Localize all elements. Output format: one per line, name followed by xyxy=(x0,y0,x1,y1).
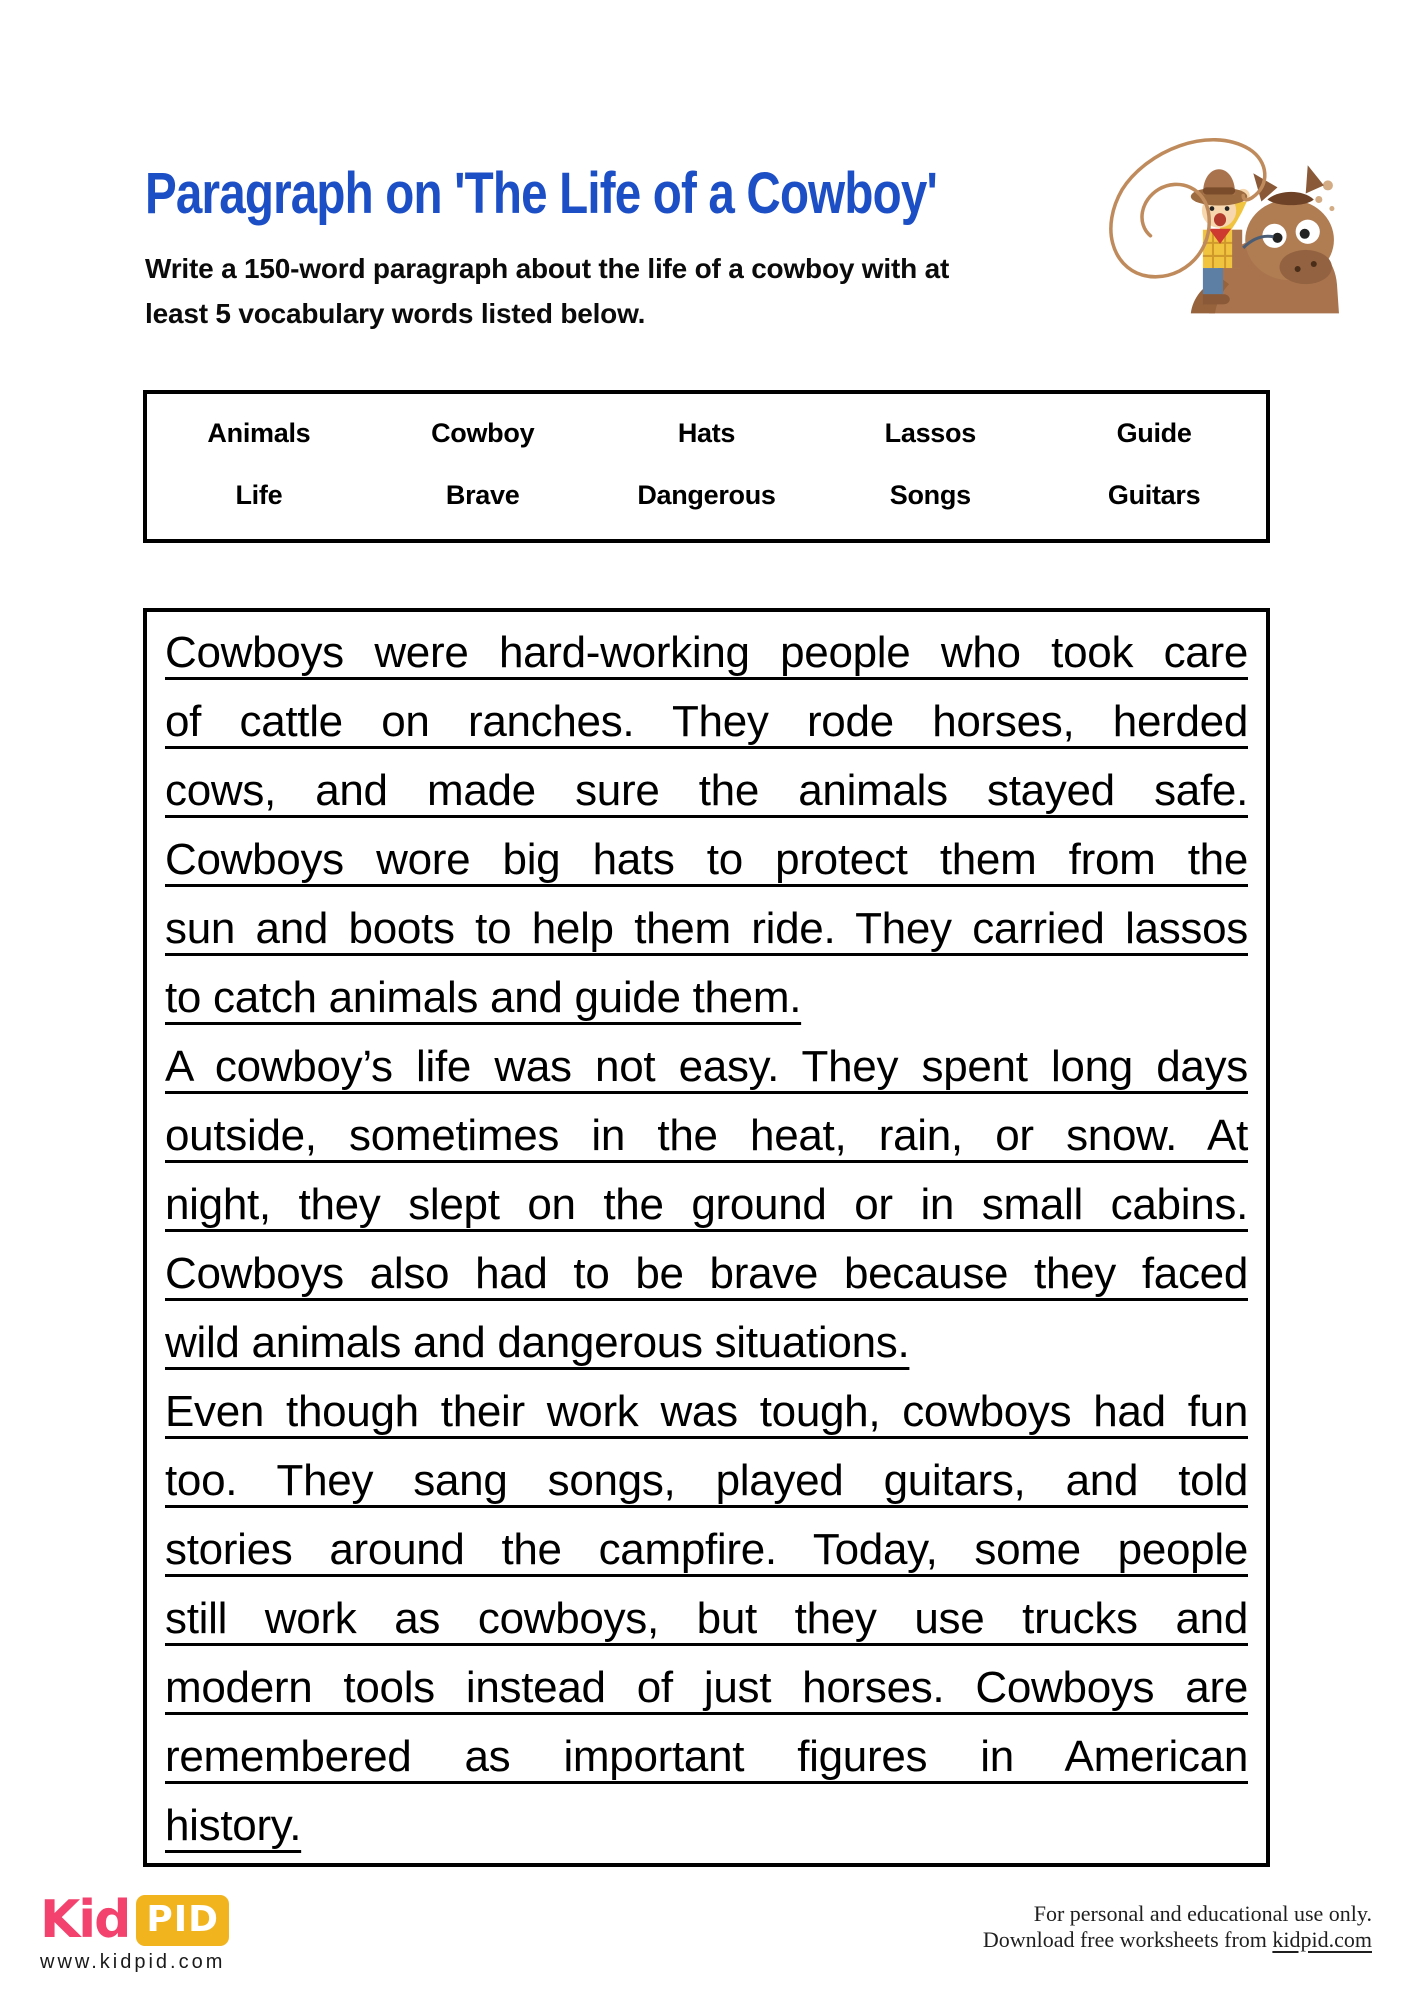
paragraph-line: Cowboys were hard-working people who took care xyxy=(165,628,1248,677)
paragraph-line: cows, and made sure the animals stayed safe. xyxy=(165,766,1248,815)
usage-note-line-2-prefix: Download free worksheets from xyxy=(982,1927,1273,1952)
usage-note xyxy=(983,1901,1372,1953)
vocab-word: Life xyxy=(235,480,283,511)
paragraph-line: sun and boots to help them ride. They carried lassos xyxy=(165,904,1248,953)
vocab-word: Animals xyxy=(207,417,311,448)
logo-kid-text: Kid xyxy=(40,1890,130,1950)
usage-note-line-1: For personal and educational use only. xyxy=(1033,1901,1372,1926)
paragraph-line: remembered as important figures in American xyxy=(165,1732,1248,1781)
paragraph-answer-box xyxy=(143,608,1270,1867)
paragraph-line: Cowboys also had to be brave because they faced xyxy=(165,1249,1248,1298)
instructions-line-2: least 5 vocabulary words listed below. xyxy=(145,298,646,329)
vocab-word: Guide xyxy=(1116,417,1192,448)
paragraph-line: outside, sometimes in the heat, rain, or snow. At xyxy=(165,1111,1248,1160)
vocab-word: Guitars xyxy=(1107,480,1201,511)
site-url: www.kidpid.com xyxy=(40,1951,226,1973)
usage-note-line-2 xyxy=(983,1927,1372,1953)
vocab-word: Cowboy xyxy=(431,417,535,448)
kidpid-logo xyxy=(40,1890,229,1950)
paragraph-line: to catch animals and guide them. xyxy=(165,973,802,1022)
paragraph-line: too. They sang songs, played guitars, and told xyxy=(165,1456,1248,1505)
paragraph-line: modern tools instead of just horses. Cowboys are xyxy=(165,1663,1248,1712)
vocab-word: Dangerous xyxy=(637,480,776,511)
paragraph-line: A cowboy’s life was not easy. They spent long days xyxy=(165,1042,1248,1091)
vocab-word: Songs xyxy=(889,480,971,511)
page-title: Paragraph on 'The Life of a Cowboy' xyxy=(145,161,937,226)
paragraph-line: wild animals and dangerous situations. xyxy=(165,1318,910,1367)
vocab-word: Hats xyxy=(677,417,736,448)
paragraph-line: Even though their work was tough, cowboys had fun xyxy=(165,1387,1248,1436)
paragraph-line: still work as cowboys, but they use trucks and xyxy=(165,1594,1248,1643)
paragraph-line: night, they slept on the ground or in small cabins. xyxy=(165,1180,1248,1229)
vocabulary-box xyxy=(143,390,1270,543)
kidpid-link[interactable]: kidpid.com xyxy=(1272,1927,1372,1952)
paragraph-line: of cattle on ranches. They rode horses, herded xyxy=(165,697,1248,746)
paragraph-line: Cowboys wore big hats to protect them from the xyxy=(165,835,1248,884)
vocab-word: Lassos xyxy=(884,417,976,448)
instructions-line-1: Write a 150-word paragraph about the life of a cowboy with at xyxy=(145,253,950,284)
paragraph-line: stories around the campfire. Today, some people xyxy=(165,1525,1248,1574)
cowboy-horse-illustration xyxy=(1090,86,1342,314)
logo-pid-badge: PID xyxy=(136,1895,229,1946)
instructions xyxy=(145,246,949,336)
vocab-word: Brave xyxy=(445,480,520,511)
paragraph-line: history. xyxy=(165,1801,302,1850)
